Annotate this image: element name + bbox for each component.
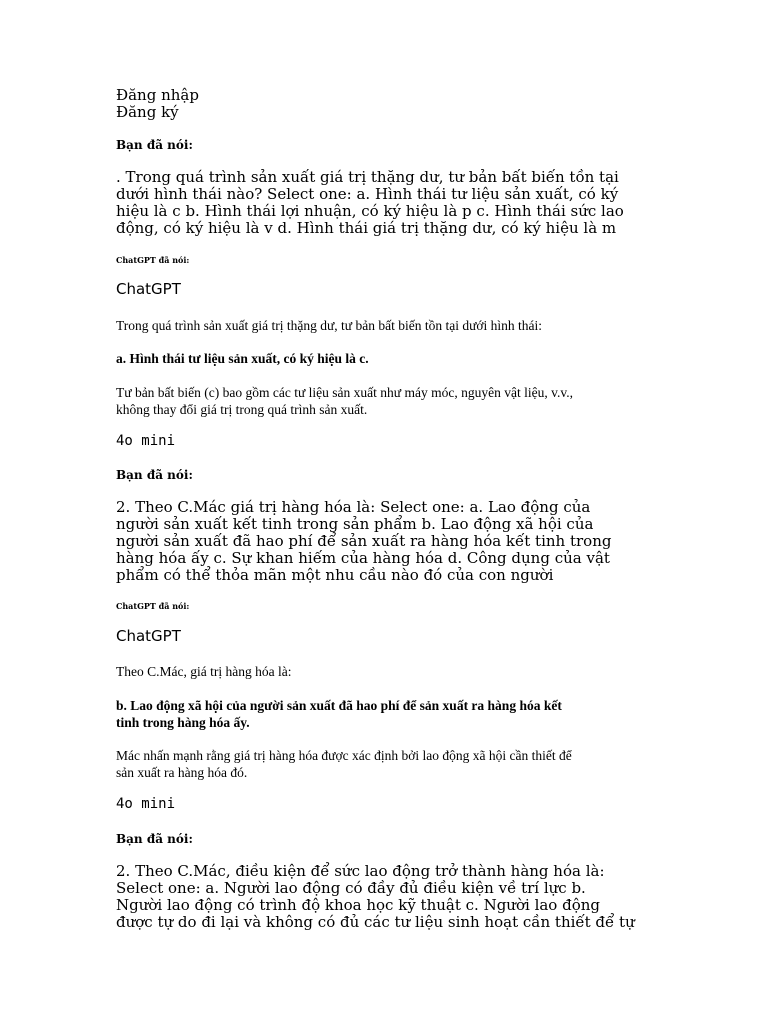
answer-choice (116, 697, 646, 731)
model-label: 4o mini (116, 796, 176, 812)
question-line: . Trong quá trình sản xuất giá trị thặng dư, tư bản bất biến tồn tại (116, 168, 619, 186)
assistant-speaker-label: ChatGPT đã nói: (116, 601, 190, 611)
question-line: người sản xuất kết tinh trong sản phẩm b. Lao động xã hội của (116, 515, 594, 533)
question-line: dưới hình thái nào? Select one: a. Hình thái tư liệu sản xuất, có ký (116, 185, 619, 203)
answer-explanation-line: Tư bản bất biến (c) bao gồm các tư liệu sản xuất như máy móc, nguyên vật liệu, v.v., (116, 385, 573, 400)
answer-intro-text: Trong quá trình sản xuất giá trị thặng dư, tư bản bất biến tồn tại dưới hình thái: (116, 318, 543, 333)
user-speaker-label: Bạn đã nói: (116, 138, 193, 152)
assistant-name: ChatGPT (116, 280, 181, 298)
login-link[interactable]: Đăng nhập (116, 86, 199, 104)
user-question-2 (116, 499, 656, 584)
answer-intro (116, 663, 646, 680)
assistant-speaker-label: ChatGPT đã nói: (116, 255, 190, 265)
user-question-1 (116, 169, 656, 237)
question-line: hàng hóa ấy c. Sự khan hiếm của hàng hóa d. Công dụng của vật (116, 549, 610, 567)
answer-intro-text: Theo C.Mác, giá trị hàng hóa là: (116, 664, 292, 679)
question-line: hiệu là c b. Hình thái lợi nhuận, có ký hiệu là p c. Hình thái sức lao (116, 202, 624, 220)
answer-choice-line: tinh trong hàng hóa ấy. (116, 715, 250, 730)
question-line: Select one: a. Người lao động có đầy đủ điều kiện về trí lực b. (116, 879, 586, 897)
answer-choice-line: b. Lao động xã hội của người sản xuất đã hao phí để sản xuất ra hàng hóa kết (116, 698, 562, 713)
question-line: người sản xuất đã hao phí để sản xuất ra hàng hóa kết tinh trong (116, 532, 612, 550)
answer-explanation-line: sản xuất ra hàng hóa đó. (116, 765, 248, 780)
answer-explanation-line: Mác nhấn mạnh rằng giá trị hàng hóa được xác định bởi lao động xã hội cần thiết để (116, 748, 572, 763)
question-line: phẩm có thể thỏa mãn một nhu cầu nào đó của con người (116, 566, 554, 584)
question-line: 2. Theo C.Mác, điều kiện để sức lao động trở thành hàng hóa là: (116, 862, 605, 880)
answer-explanation (116, 747, 646, 781)
answer-explanation-line: không thay đổi giá trị trong quá trình sản xuất. (116, 402, 368, 417)
user-question-3 (116, 863, 656, 931)
question-line: 2. Theo C.Mác giá trị hàng hóa là: Select one: a. Lao động của (116, 498, 591, 516)
answer-choice-line: a. Hình thái tư liệu sản xuất, có ký hiệu là c. (116, 351, 369, 366)
model-label: 4o mini (116, 433, 176, 449)
register-link[interactable]: Đăng ký (116, 103, 179, 121)
user-speaker-label: Bạn đã nói: (116, 832, 193, 846)
question-line: động, có ký hiệu là v d. Hình thái giá trị thặng dư, có ký hiệu là m (116, 219, 617, 237)
user-speaker-label: Bạn đã nói: (116, 468, 193, 482)
answer-choice (116, 350, 646, 367)
answer-intro (116, 317, 646, 334)
question-line: được tự do đi lại và không có đủ các tư liệu sinh hoạt cần thiết để tự (116, 913, 635, 931)
answer-explanation (116, 384, 646, 418)
question-line: Người lao động có trình độ khoa học kỹ thuật c. Người lao động (116, 896, 600, 914)
assistant-name: ChatGPT (116, 627, 181, 645)
